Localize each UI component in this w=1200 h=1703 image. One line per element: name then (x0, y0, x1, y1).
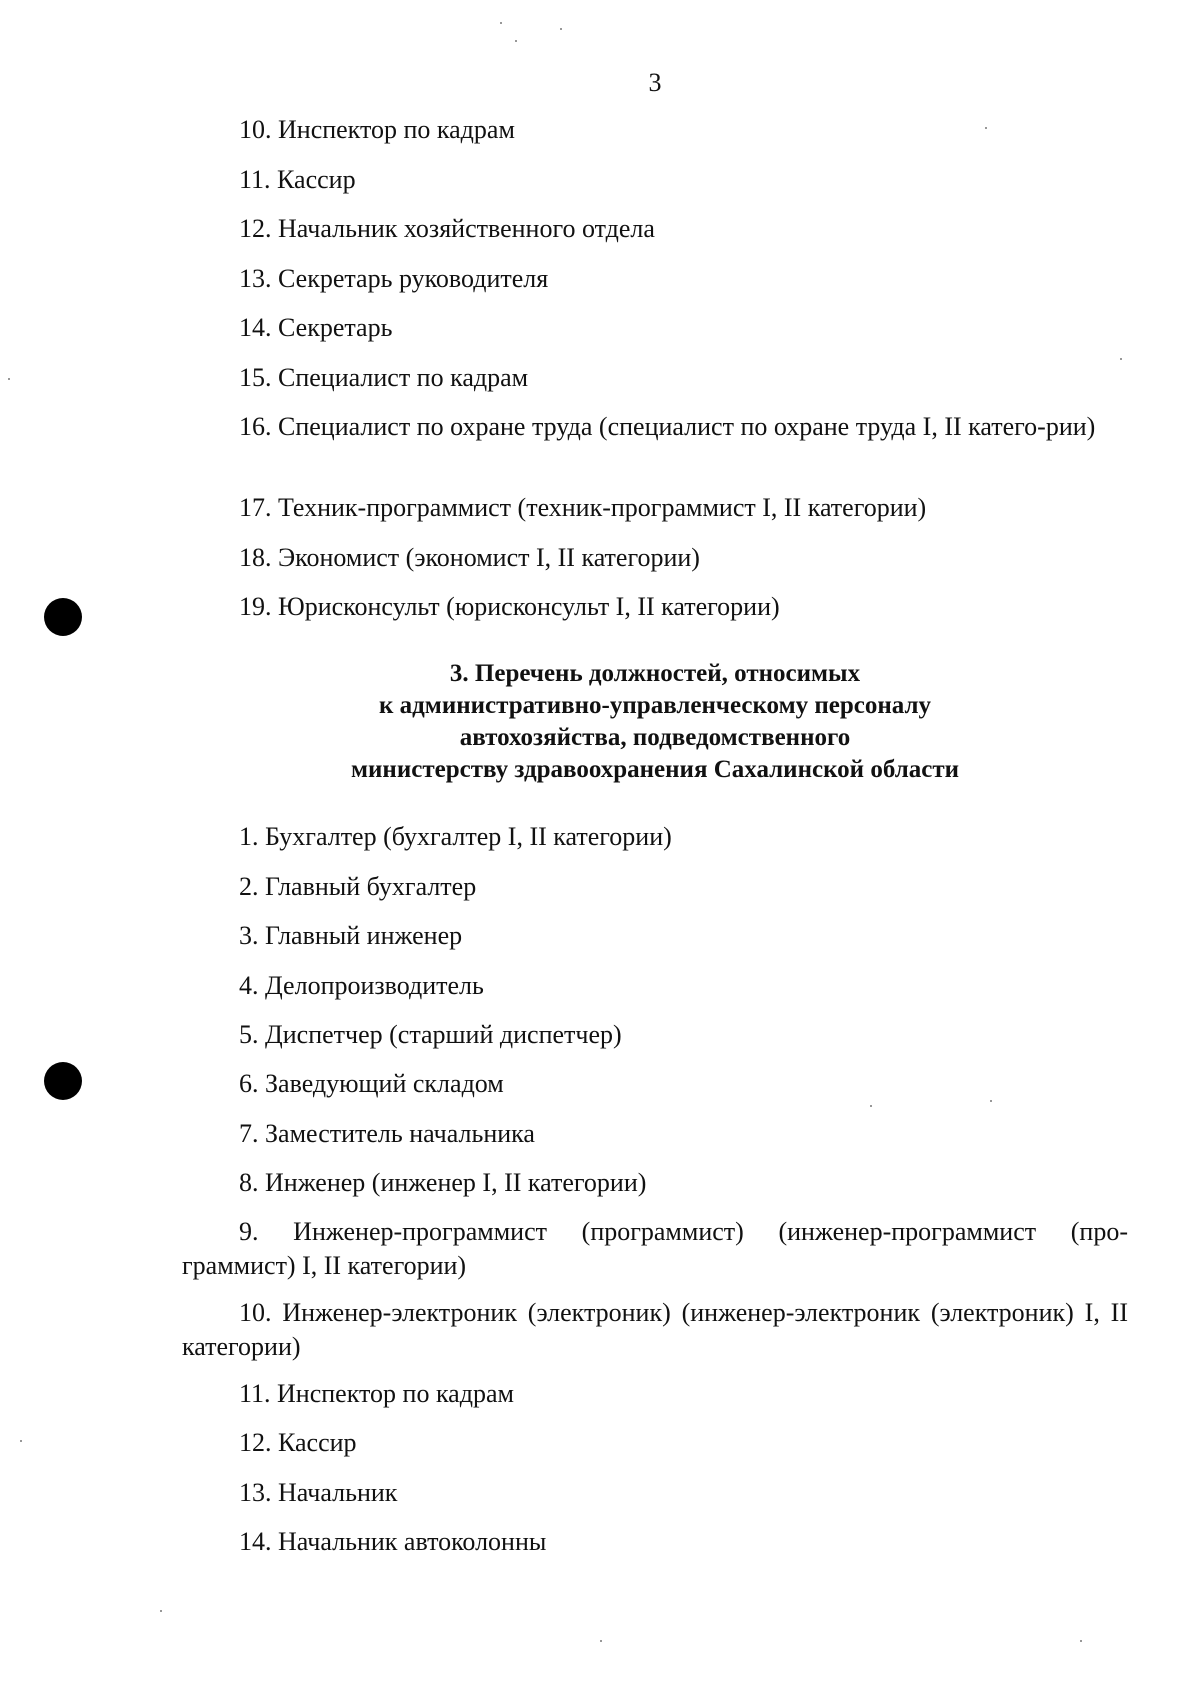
list-item: 11. Инспектор по кадрам (239, 1379, 514, 1408)
section-heading-line: автохозяйства, подведомственного (459, 724, 851, 751)
scan-speck (1080, 1640, 1082, 1642)
list-item: 3. Главный инженер (239, 921, 463, 950)
list-item: 10. Инспектор по кадрам (239, 115, 515, 144)
section-heading-line: министерству здравоохранения Сахалинской области (350, 756, 960, 783)
scan-speck (500, 22, 502, 24)
scan-speck (990, 1100, 992, 1102)
scan-speck (870, 1105, 872, 1107)
list-item: 7. Заместитель начальника (239, 1119, 535, 1148)
list-item: 12. Кассир (239, 1428, 357, 1457)
section-heading-line: 3. Перечень должностей, относимых (449, 660, 861, 687)
list-item: 13. Секретарь руководителя (239, 264, 549, 293)
list-item: 6. Заведующий складом (239, 1069, 504, 1098)
scan-speck (600, 1640, 602, 1642)
scan-speck (985, 127, 987, 129)
list-item: 8. Инженер (инженер I, II категории) (239, 1168, 647, 1197)
scan-speck (1120, 358, 1122, 360)
punch-hole-mark (44, 1062, 82, 1100)
list-item: 9. Инженер-программист (программист) (инженер-программист (про-граммист) I, II категории) (182, 1217, 1128, 1280)
list-item: 5. Диспетчер (старший диспетчер) (239, 1020, 622, 1049)
scan-speck (560, 28, 562, 30)
list-item: 13. Начальник (239, 1478, 398, 1507)
list-item: 19. Юрисконсульт (юрисконсульт I, II категории) (239, 592, 780, 621)
list-item: 1. Бухгалтер (бухгалтер I, II категории) (239, 822, 672, 851)
list-item: 10. Инженер-электроник (электроник) (инженер-электроник (электроник) I, II категории) (182, 1298, 1128, 1361)
list-item: 16. Специалист по охране труда (специалист по охране труда I, II катего-рии) (239, 412, 1096, 441)
section-heading-line: к административно-управленческому персоналу (378, 692, 932, 719)
punch-hole-mark (44, 598, 82, 636)
scan-speck (20, 1440, 22, 1442)
scan-speck (160, 1610, 162, 1612)
page-number: 3 (648, 68, 662, 97)
list-item: 14. Секретарь (239, 313, 393, 342)
list-item: 15. Специалист по кадрам (239, 363, 529, 392)
list-item: 12. Начальник хозяйственного отдела (239, 214, 655, 243)
scan-speck (515, 40, 517, 42)
list-item: 11. Кассир (239, 165, 356, 194)
list-item: 17. Техник-программист (техник-программист I, II категории) (239, 493, 927, 522)
list-item: 2. Главный бухгалтер (239, 872, 477, 901)
list-item: 4. Делопроизводитель (239, 971, 484, 1000)
section-heading (182, 658, 1128, 786)
list-item: 14. Начальник автоколонны (239, 1527, 547, 1556)
scan-speck (8, 378, 10, 380)
list-item: 18. Экономист (экономист I, II категории) (239, 543, 700, 572)
